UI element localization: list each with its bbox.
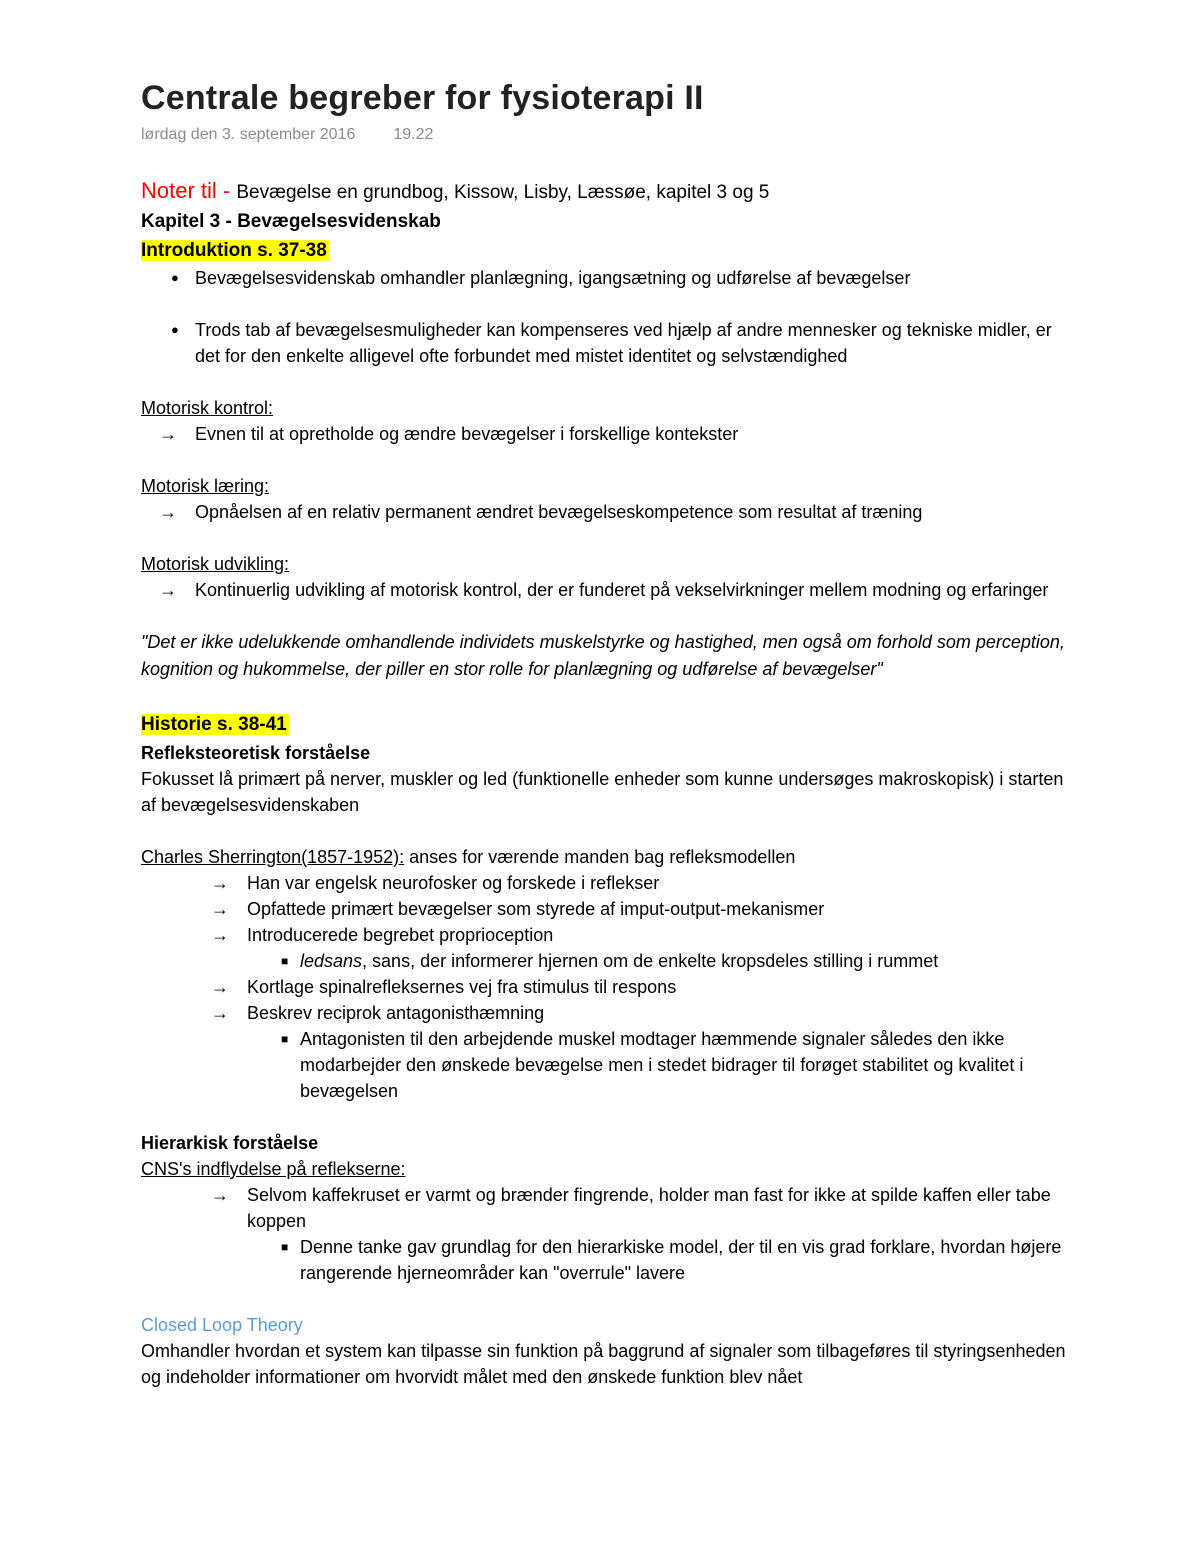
motorisk-udvikling-label: Motorisk udvikling: — [141, 554, 290, 574]
sherrington-text: anses for værende manden bag refleksmodellen — [404, 847, 796, 867]
arrow-marker: → — [211, 1185, 229, 1205]
motorisk-laering-label: Motorisk læring: — [141, 476, 270, 496]
notes-source-line — [141, 176, 1071, 208]
arrow-marker: → — [159, 580, 177, 600]
list-item-text: Antagonisten til den arbejdende muskel modtager hæmmende signaler således den ikke modarbejder den ønskede bevægelse men i stedet bidrager til forøget stabilitet og kvalitet i bevægelsen — [300, 1029, 1024, 1101]
list-item — [141, 317, 1071, 369]
arrow-marker: → — [211, 925, 229, 945]
square-marker: ■ — [281, 954, 289, 968]
bullet-marker: ● — [171, 322, 179, 337]
chapter-heading: Kapitel 3 - Bevægelsesvidenskab — [141, 211, 441, 232]
notes-source: Bevægelse en grundbog, Kissow, Lisby, Læssøe, kapitel 3 og 5 — [236, 182, 770, 203]
historie-heading: Historie s. 38-41 — [141, 714, 287, 735]
note-timestamp — [141, 126, 1071, 150]
list-item — [141, 896, 1071, 922]
ledsans-term: ledsans — [300, 951, 363, 971]
list-item — [141, 1000, 1071, 1026]
page-title: Centrale begreber for fysioterapi II — [141, 79, 704, 117]
sherrington-line — [141, 844, 1071, 870]
list-item-text: Kortlage spinalrefleksernes vej fra stimulus til respons — [247, 977, 677, 997]
list-item-text — [300, 948, 1071, 974]
arrow-marker: → — [159, 424, 177, 444]
closed-loop-heading: Closed Loop Theory — [141, 1315, 303, 1335]
quote: "Det er ikke udelukkende omhandlende individets muskelstyrke og hastighed, men også om forhold som perception, kognition og hukommelse, der piller en stor rolle for planlægning og udførelse af bevægelser" — [141, 632, 1065, 679]
closed-loop-text: Omhandler hvordan et system kan tilpasse sin funktion på baggrund af signaler som tilbageføres til styringsenheden og indeholder informationer om hvorvidt målet med den ønskede funktion blev nået — [141, 1341, 1066, 1387]
list-item — [141, 499, 1071, 525]
list-item — [141, 421, 1071, 447]
list-item-text: Opnåelsen af en relativ permanent ændret bevægelseskompetence som resultat af træning — [195, 502, 923, 522]
cns-label: CNS's indflydelse på reflekserne: — [141, 1159, 406, 1179]
list-item-text: Denne tanke gav grundlag for den hierarkiske model, der til en vis grad forklare, hvordan højere rangerende hjerneområder kan "overrule" lavere — [300, 1237, 1062, 1283]
list-item-text-rest: , sans, der informerer hjernen om de enkelte kropsdeles stilling i rummet — [362, 951, 939, 971]
list-item — [141, 974, 1071, 1000]
list-item — [141, 1026, 1071, 1104]
square-marker: ■ — [281, 1032, 289, 1046]
square-marker: ■ — [281, 1240, 289, 1254]
document-page — [141, 76, 1071, 1390]
list-item-text: Beskrev reciprok antagonisthæmning — [247, 1003, 545, 1023]
list-item — [141, 1182, 1071, 1234]
note-date: lørdag den 3. september 2016 — [141, 126, 356, 143]
arrow-marker: → — [211, 873, 229, 893]
refleks-heading: Refleksteoretisk forståelse — [141, 743, 371, 763]
list-item-text: Bevægelsesvidenskab omhandler planlægning, igangsætning og udførelse af bevægelser — [195, 268, 911, 288]
hierarkisk-heading: Hierarkisk forståelse — [141, 1133, 319, 1153]
list-item-text: Evnen til at opretholde og ændre bevægelser i forskellige kontekster — [195, 424, 739, 444]
list-item — [141, 948, 1071, 974]
arrow-marker: → — [159, 502, 177, 522]
motorisk-kontrol-label: Motorisk kontrol: — [141, 398, 274, 418]
list-item — [141, 922, 1071, 948]
arrow-marker: → — [211, 899, 229, 919]
list-item-text: Introducerede begrebet proprioception — [247, 925, 554, 945]
note-time: 19.22 — [393, 126, 434, 143]
list-item-text: Trods tab af bevægelsesmuligheder kan kompenseres ved hjælp af andre mennesker og tekniske midler, er det for den enkelte alligevel ofte forbundet med mistet identitet og selvstændighed — [195, 320, 1052, 366]
list-item — [141, 577, 1071, 603]
list-item-text: Kontinuerlig udvikling af motorisk kontrol, der er funderet på vekselvirkninger mellem modning og erfaringer — [195, 580, 1049, 600]
list-item-text: Han var engelsk neurofosker og forskede i reflekser — [247, 873, 660, 893]
intro-heading: Introduktion s. 37-38 — [141, 240, 327, 261]
list-item-text: Selvom kaffekruset er varmt og brænder fingrende, holder man fast for ikke at spilde kaffen eller tabe koppen — [247, 1185, 1051, 1231]
sherrington-label: Charles Sherrington(1857-1952): — [141, 847, 405, 867]
list-item-text: Opfattede primært bevægelser som styrede af imput-output-mekanismer — [247, 899, 825, 919]
list-item — [141, 870, 1071, 896]
bullet-marker: ● — [171, 270, 179, 285]
refleks-text: Fokusset lå primært på nerver, muskler og led (funktionelle enheder som kunne undersøges makroskopisk) i starten af bevægelsesvidenskaben — [141, 769, 1064, 815]
arrow-marker: → — [211, 1003, 229, 1023]
list-item — [141, 265, 1071, 291]
notes-prefix: Noter til - — [141, 178, 237, 203]
list-item — [141, 1234, 1071, 1286]
arrow-marker: → — [211, 977, 229, 997]
